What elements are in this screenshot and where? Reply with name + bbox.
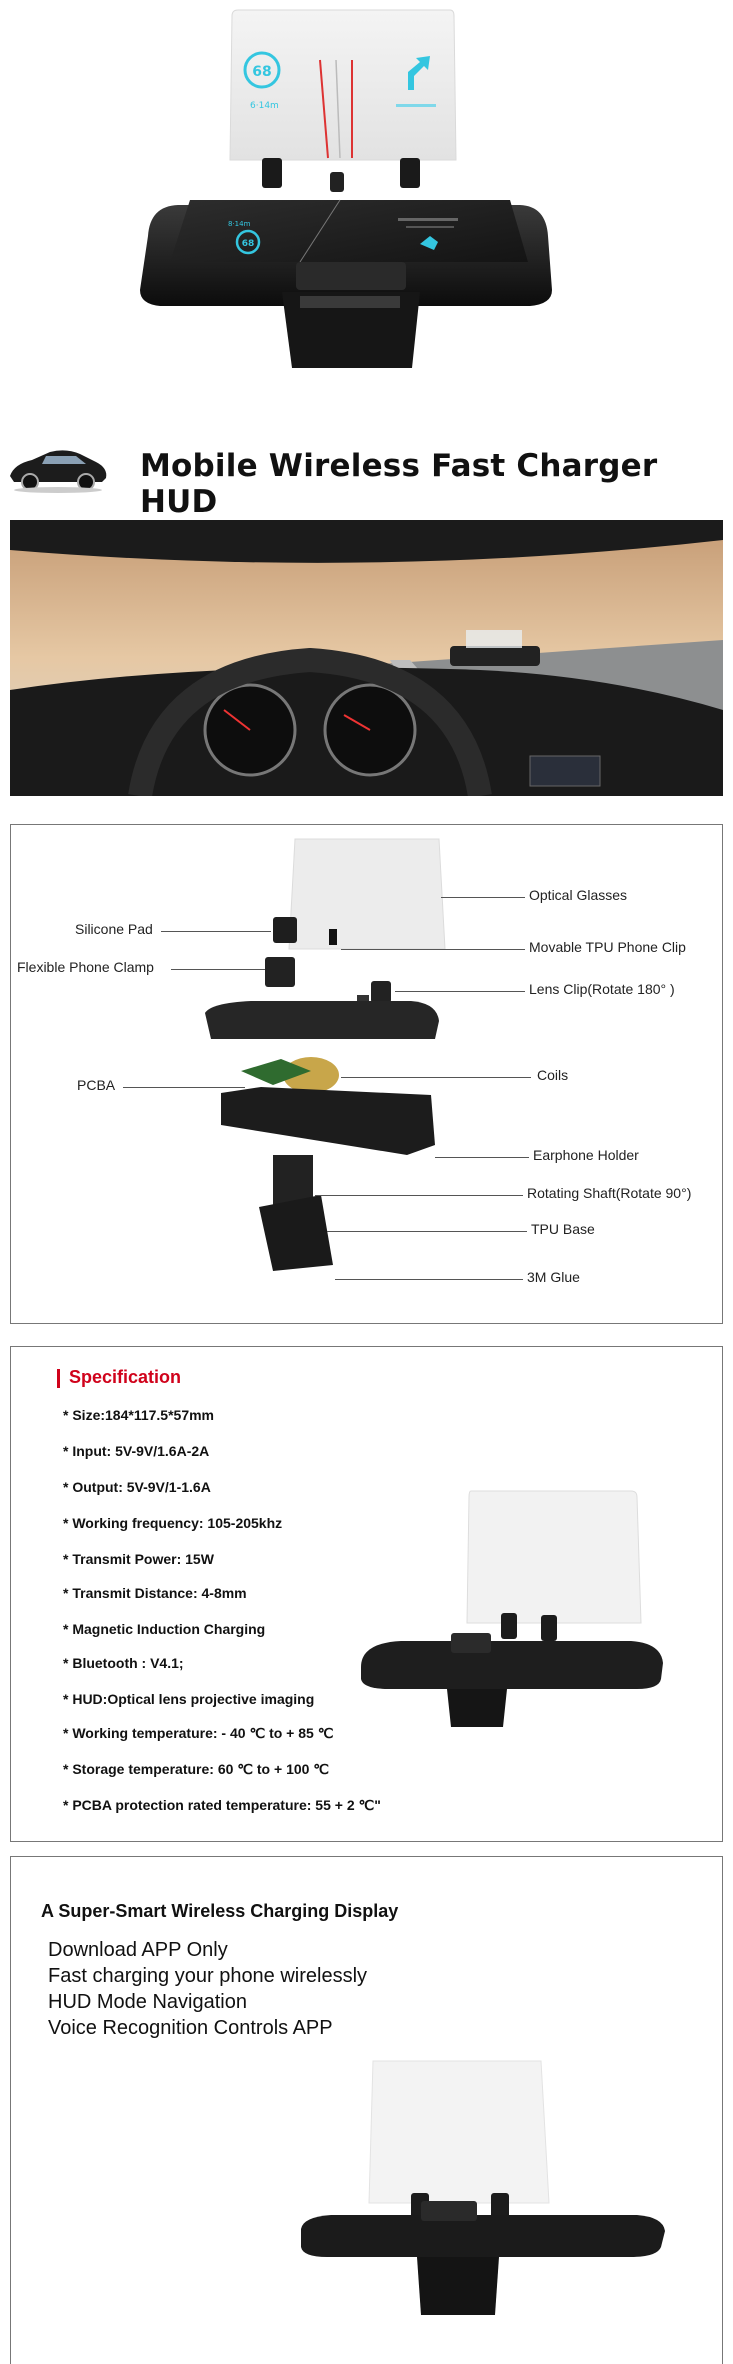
spec-device-illustration (331, 1483, 711, 1733)
spec-item: * Output: 5V-9V/1-1.6A (63, 1479, 211, 1495)
smart-device-illustration (291, 2053, 691, 2353)
feature-line: Voice Recognition Controls APP (48, 2017, 333, 2039)
spec-item: * Transmit Distance: 4-8mm (63, 1585, 247, 1601)
spec-item: * Working frequency: 105-205khz (63, 1515, 283, 1531)
label-coils: Coils (537, 1067, 569, 1083)
spec-item: * Input: 5V-9V/1.6A-2A (63, 1443, 210, 1459)
label-movable-tpu-clip: Movable TPU Phone Clip (529, 939, 686, 955)
hud-distance-reflection: 8·14m (228, 220, 251, 228)
dashboard-photo (10, 520, 723, 796)
hud-distance-readout: 6·14m (250, 101, 279, 111)
spec-item: * Bluetooth : V4.1; (63, 1655, 184, 1671)
label-lens-clip: Lens Clip(Rotate 180° ) (529, 981, 675, 997)
label-optical-glasses: Optical Glasses (529, 887, 628, 903)
hero-product-image (0, 0, 733, 400)
spec-item: * Transmit Power: 15W (63, 1551, 214, 1567)
label-earphone-holder: Earphone Holder (533, 1147, 639, 1163)
page-title: Mobile Wireless Fast Charger HUD (140, 448, 658, 520)
label-pcba: PCBA (77, 1077, 116, 1093)
hud-speed-readout: 68 (252, 64, 272, 80)
label-3m-glue: 3M Glue (527, 1269, 580, 1285)
smart-display-title: A Super-Smart Wireless Charging Display (41, 1901, 399, 1921)
sports-car-icon (6, 442, 110, 494)
heading-accent-bar (57, 1369, 60, 1388)
spec-heading: Specification (69, 1367, 182, 1387)
title-banner (0, 430, 733, 520)
spec-item: * PCBA protection rated temperature: 55 + 2 ℃" (63, 1797, 381, 1813)
exploded-view-panel (10, 824, 723, 1324)
spec-item: * Working temperature: - 40 ℃ to + 85 ℃ (63, 1725, 334, 1741)
label-silicone-pad: Silicone Pad (75, 921, 153, 937)
feature-line: HUD Mode Navigation (48, 1991, 247, 2013)
feature-line: Fast charging your phone wirelessly (48, 1965, 368, 1987)
smart-display-panel (10, 1856, 723, 2364)
svg-text:68: 68 (241, 239, 255, 249)
label-rotating-shaft: Rotating Shaft(Rotate 90°) (527, 1185, 692, 1201)
car-interior-illustration (10, 520, 723, 796)
feature-line: Download APP Only (48, 1939, 228, 1961)
spec-item: * HUD:Optical lens projective imaging (63, 1691, 315, 1707)
spec-item: * Magnetic Induction Charging (63, 1621, 266, 1637)
spec-item: * Size:184*117.5*57mm (63, 1407, 214, 1423)
label-tpu-base: TPU Base (531, 1221, 595, 1237)
spec-item: * Storage temperature: 60 ℃ to + 100 ℃ (63, 1761, 330, 1777)
label-flexible-phone-clamp: Flexible Phone Clamp (17, 959, 154, 975)
specification-panel (10, 1346, 723, 1842)
hud-device-illustration (0, 0, 733, 400)
